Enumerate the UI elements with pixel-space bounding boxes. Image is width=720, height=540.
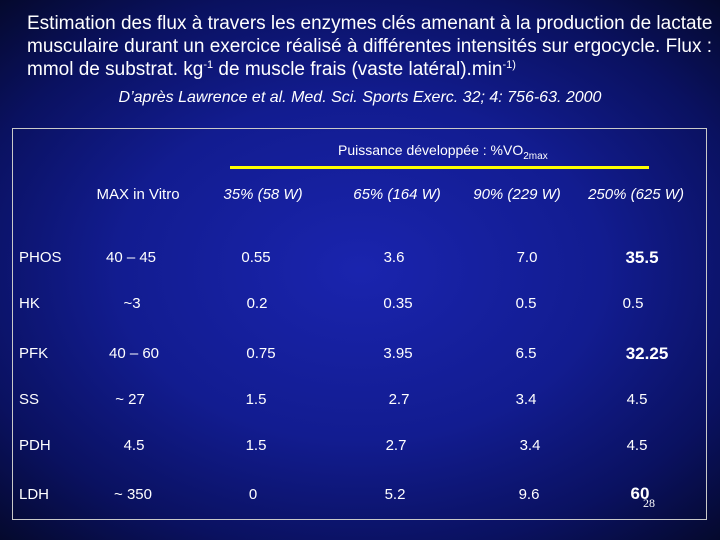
- table-cell: 2.7: [388, 391, 410, 408]
- column-header-max: MAX in Vitro: [96, 186, 180, 203]
- row-label-ldh: LDH: [19, 486, 50, 503]
- table-cell: 1.5: [245, 437, 267, 454]
- table-cell: 1.5: [245, 391, 267, 408]
- column-header-65: 65% (164 W): [353, 186, 441, 203]
- row-label-ss: SS: [19, 391, 40, 408]
- group-header: [338, 142, 548, 162]
- title-sup-1: -1: [203, 59, 214, 71]
- table-cell: 0.55: [241, 249, 271, 266]
- table-cell: 0.35: [383, 295, 413, 312]
- row-label-pdh: PDH: [19, 437, 51, 454]
- table-cell: 40 – 60: [108, 345, 160, 362]
- table-cell: 3.6: [383, 249, 405, 266]
- table-cell: ~ 27: [115, 391, 145, 408]
- title-text: Estimation des flux à travers les enzymes clés amenant à la production de lactate musculaire durant un exercice réalisé à différentes intensités sur ergocycle. Flux : mmol de substrat. kg: [27, 13, 713, 80]
- table-cell: 7.0: [516, 249, 538, 266]
- table-cell: 3.4: [519, 437, 541, 454]
- table-cell: 3.95: [383, 345, 413, 362]
- row-label-pfk: PFK: [19, 345, 49, 362]
- table-cell: 0.2: [246, 295, 268, 312]
- header-rule: [230, 166, 649, 169]
- table-cell: 4.5: [626, 391, 648, 408]
- group-header-text: Puissance développée : %VO: [338, 142, 524, 158]
- table-cell: 35.5: [625, 248, 659, 267]
- table-cell: 6.5: [515, 345, 537, 362]
- table-cell: 2.7: [385, 437, 407, 454]
- table-cell: 0: [248, 486, 258, 503]
- table-cell: 5.2: [384, 486, 406, 503]
- table-cell: 0.75: [246, 345, 276, 362]
- title-text-mid: de muscle frais (vaste latéral).min: [213, 59, 503, 80]
- table-cell: 3.4: [515, 391, 537, 408]
- title-sup-2: -1): [502, 59, 516, 71]
- table-cell: 9.6: [518, 486, 540, 503]
- table-cell: 0.5: [622, 295, 644, 312]
- column-header-35: 35% (58 W): [223, 186, 303, 203]
- column-header-90: 90% (229 W): [473, 186, 561, 203]
- group-header-sub: 2max: [523, 151, 548, 162]
- table-cell: ~3: [123, 295, 141, 312]
- table-cell: 60: [630, 484, 650, 503]
- row-label-phos: PHOS: [19, 249, 62, 266]
- table-cell: 0.5: [515, 295, 537, 312]
- row-label-hk: HK: [19, 295, 40, 312]
- slide-title: [27, 12, 717, 81]
- table-cell: 40 – 45: [105, 249, 157, 266]
- column-header-250: 250% (625 W): [588, 186, 684, 203]
- table-cell: 4.5: [123, 437, 145, 454]
- slide-number: 28: [643, 496, 655, 510]
- source-citation: D’après Lawrence et al. Med. Sci. Sports Exerc. 32; 4: 756-63. 2000: [118, 89, 602, 106]
- table-cell: ~ 350: [114, 486, 152, 503]
- table-cell: 4.5: [626, 437, 648, 454]
- table-cell: 32.25: [625, 344, 669, 363]
